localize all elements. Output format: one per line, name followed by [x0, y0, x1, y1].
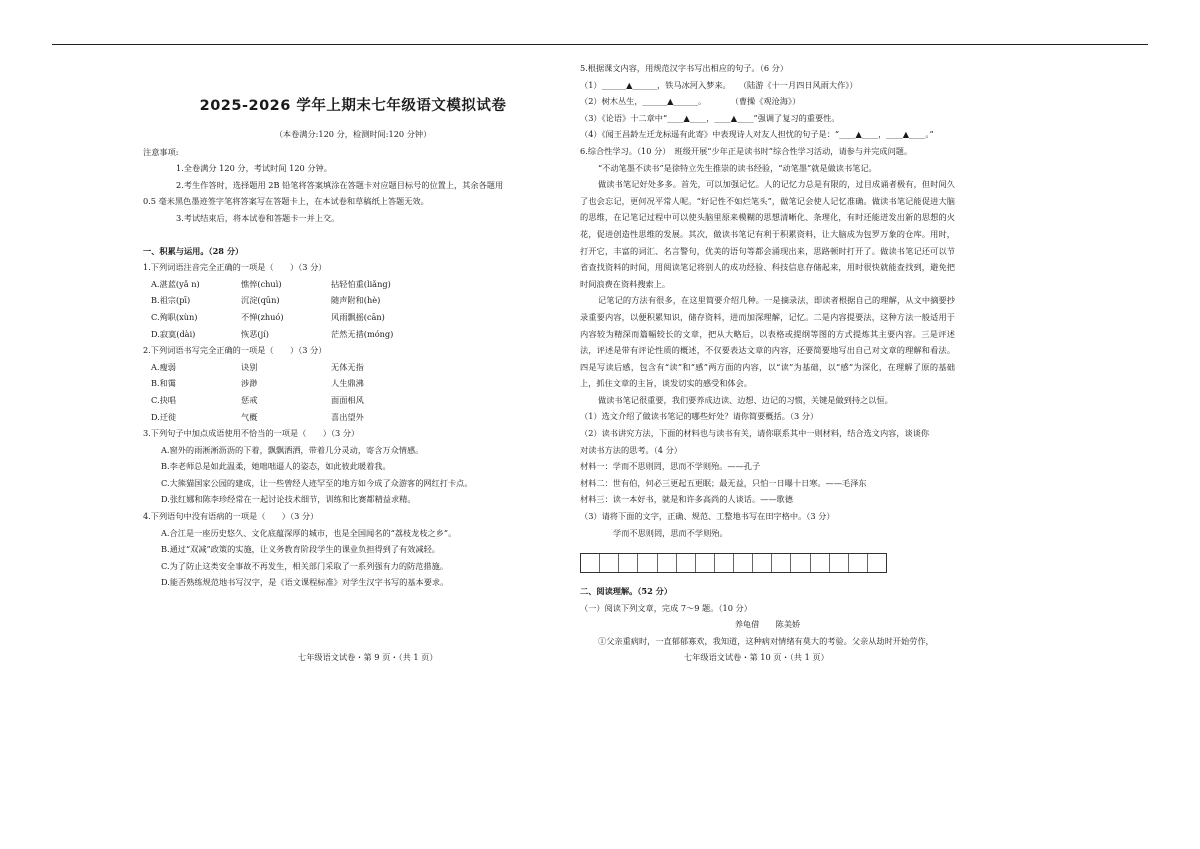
- footer-left: 七年级语文试卷・第 9 页・（共 1 页）: [298, 652, 438, 662]
- notice-2-cont: 0.5 毫米黑色墨迹签字笔将答案写在答题卡上，在本试卷和草稿纸上答题无效。: [143, 196, 429, 207]
- section-2-heading: 二、阅读理解。（52 分）: [580, 586, 673, 597]
- q2-stem: 2.下列词语书写完全正确的一项是（ ）（3 分）: [143, 345, 327, 356]
- q6-sub-2-cont: 对读书方法的思考。（4 分）: [580, 444, 682, 455]
- left-page: [143, 60, 563, 591]
- q4-stem: 4.下列语句中没有语病的一项是（ ）（3 分）: [143, 511, 319, 522]
- q6-sub-2: （2）读书讲究方法，下面的材料也与读书有关，请你联系其中一则材料，结合选文内容，谈谈你: [580, 428, 930, 439]
- q3-stem: 3.下列句子中加点成语使用不恰当的一项是（ ）（3 分）: [143, 428, 360, 439]
- q6-passage-methods: 记笔记的方法有很多，在这里简要介绍几种。一是摘录法，即读者根据自己的理解，从文中摘要抄录重要内容，以便积累知识，储存资料，进而加深理解，记忆。二是内容提要法，这种方法一般适用于内容较为精深而篇幅较长的文章，把从大略后，以表格或提纲等图的方式提炼其主要内容。三是评述法，评述是带有评论性质的概述，不仅要表达文章的内容，还要简要地写出自己对文章的理解和看法。四是写读后感，包含有“读”和“感”两方面的内容，以“读”为基础，以“感”为深化，在理解了原的基础上，抓住文章的主旨，谈发切实的感受和体会。: [580, 295, 955, 389]
- reading-1-title: 养龟借 陈美娇: [734, 619, 801, 630]
- q1-option-d: D.寂寞(dài) 恢恶(jí) 茫然无措(móng): [151, 328, 394, 339]
- notice-1: 1.全卷满分 120 分，考试时间 120 分钟。: [176, 163, 332, 174]
- notice-2: 2.考生作答时，选择题用 2B 铅笔将答案填涂在答题卡对应题目标号的位置上，其余各题用: [176, 179, 504, 190]
- q5-stem: 5.根据课文内容，用规范汉字书写出相应的句子。（6 分）: [580, 63, 789, 73]
- q2-option-a: A.瘦弱 诀别 无体无指: [151, 361, 364, 372]
- footer-right: 七年级语文试卷・第 10 页・（共 1 页）: [684, 652, 829, 662]
- q5-line-1: （1）______▲______，铁马冰河入梦来。 （陆游《十一月四日风雨大作》）: [580, 79, 858, 90]
- q2-option-b: B.和霭 涉渺 人生鼎沸: [151, 378, 364, 389]
- q1-option-a: A.湛蓝(yǎ n) 憔悴(chuì) 拈轻怕重(liǎng): [151, 278, 391, 289]
- q1-option-b: B.祖宗(pī) 沉淀(qūn) 随声附和(hè): [151, 295, 381, 306]
- q6-stem: 6.综合性学习。（10 分） 班级开展“少年正是读书时”综合性学习活动，请参与并完成问题。: [580, 145, 913, 156]
- q3-option-b: B.李老师总是如此温柔，她咄咄逼人的姿态，如此彼此暖着我。: [161, 461, 391, 472]
- right-page: [580, 60, 955, 650]
- q3-option-d: D.张红娜和陈李珍经常在一起讨论技术细节，训练和比赛都精益求精。: [161, 494, 416, 505]
- q4-option-c: C.为了防止这类安全事故不再发生，相关部门采取了一系列强有力的防范措施。: [161, 560, 448, 571]
- reading-1-stem: （一）阅读下列文章，完成 7～9 题。（10 分）: [580, 602, 752, 613]
- q5-line-4: （4）《闻王昌龄左迁龙标遥有此寄》中表现诗人对友人担忧的句子是：“____▲____，____▲____。”: [580, 129, 934, 140]
- q4-option-d: D.能否熟练规范地书写汉字，是《语文课程标准》对学生汉字书写的基本要求。: [161, 577, 449, 588]
- notice-3: 3.考试结束后，将本试卷和答题卡一并上交。: [176, 212, 340, 223]
- q6-passage-intro: “不动笔墨不读书”是徐特立先生推崇的读书经验，“动笔墨”就是做读书笔记。: [598, 162, 877, 173]
- q6-passage-benefits: 做读书笔记好处多多。首先，可以加强记忆。人的记忆力总是有限的，过目成诵者极有，但时间久了也会忘记，更何况平常人呢。“好记性不如烂笔头”，做笔记会使人记忆准确。做读书笔记能促进大脑的思维，在记笔记过程中可以使头脑里原来模糊的思想清晰化、条理化，有时还能迸发出新的思想的火花，促进创造性思维的发展。其次，做读书笔记有利于积累资料，让大脑成为包罗万象的仓库。用时，打开它，丰富的词汇、名言警句，优美的语句等都会涌现出来，思路顿时打开了。做读书笔记还可以节省查找资料的时间，用阅读笔记将别人的成功经验、科技信息存储起来，用时很快就能查找到，避免把时间浪费在资料搜索上。: [580, 179, 955, 289]
- q6-material-3: 材料三：读一本好书，就是和许多高尚的人谈话。——歌德: [580, 494, 793, 505]
- q3-option-c: C.大熊猫国家公园的建成，让一些曾经人迹罕至的地方如今成了众游客的网红打卡点。: [161, 477, 473, 488]
- q2-option-d: D.迁徙 气概 喜出望外: [151, 411, 364, 422]
- q5-line-2: （2）树木丛生，______▲______。 （曹操《观沧海》）: [580, 96, 801, 107]
- q1-stem: 1.下列词语注音完全正确的一项是（ ）（3 分）: [143, 262, 327, 273]
- exam-title: 2025-2026 学年上期末七年级语文模拟试卷: [199, 98, 507, 114]
- q6-sub-3: （3）请将下面的文字，正确、规范、工整地书写在田字格中。（3 分）: [580, 511, 835, 522]
- q6-material-1: 材料一：学而不思则罔，思而不学则殆。——孔子: [580, 461, 761, 472]
- q3-option-a: A.窗外的雨淅淅沥沥的下着，飘飘洒洒，带着几分灵动，寄含万众情感。: [161, 444, 424, 455]
- q2-option-c: C.抉唱 惩戒 面面相风: [151, 394, 364, 405]
- q1-option-c: C.殉职(xùn) 不惮(zhuó) 风雨飘摇(cān): [151, 311, 385, 322]
- exam-subtitle: （本卷满分:120 分，检测时间:120 分钟）: [274, 129, 432, 139]
- q4-option-b: B.通过“双减”政策的实施，让义务教育阶段学生的课业负担得到了有效减轻。: [161, 544, 440, 555]
- q6-sub-1: （1）选文介绍了做读书笔记的哪些好处？请你简要概括。（3 分）: [580, 411, 819, 422]
- reading-1-first-line: ①父亲重病时，一直郁郁寡欢，我知道，这种病对情绪有莫大的考验。父亲从劫时开始劳作，: [598, 636, 934, 646]
- q4-option-a: A.合江是一座历史悠久、文化底蕴深厚的城市，也是全国闻名的“荔枝龙枝之乡”。: [161, 527, 457, 538]
- q6-material-2: 材料二：世有伯，何必三更起五更眠；最无益，只怕一日曝十日寒。——毛泽东: [580, 477, 867, 488]
- top-rule: [52, 44, 1148, 45]
- tianzige-grid: [580, 553, 887, 573]
- section-1-heading: 一、积累与运用。（28 分）: [143, 245, 244, 256]
- q5-line-3: （3）《论语》十二章中“____▲____，____▲____”强调了复习的重要性。: [580, 112, 840, 123]
- q6-passage-conclusion: 做读书笔记很重要，我们要养成边读、边想、边记的习惯，关键是做到持之以恒。: [598, 394, 893, 405]
- notice-heading: 注意事项:: [143, 146, 179, 157]
- q6-copy-text: 学而不思则罔，思而不学则殆。: [613, 527, 728, 538]
